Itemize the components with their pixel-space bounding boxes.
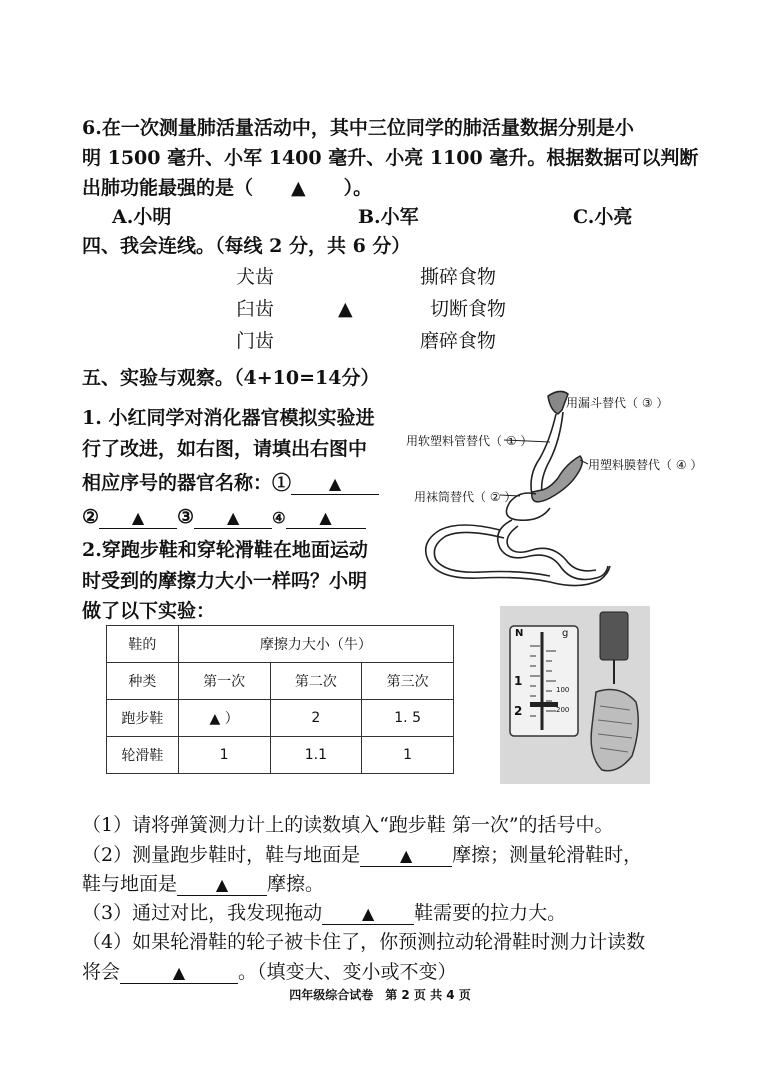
tooth-molar: 臼齿: [236, 298, 275, 320]
table-col-2: 第二次: [270, 663, 362, 700]
cell-roller-3: 1: [362, 737, 454, 774]
table-col-3: 第三次: [362, 663, 454, 700]
subq-3a: （3）通过对比，我发现拖动: [82, 902, 323, 924]
subq-4b: 将会: [82, 961, 121, 983]
blank-organ-3[interactable]: [194, 506, 272, 529]
stomach-shape: [532, 456, 582, 502]
scale-tick-100: 100: [556, 686, 570, 694]
q6-line3: 出肺功能最强的是（ ▲ ）。: [82, 177, 373, 199]
answer-marker: ▲: [338, 298, 353, 320]
scale-unit-g: g: [562, 628, 569, 639]
answer-marker: ▲: [172, 963, 186, 982]
function-cut: 切断食物: [430, 298, 507, 320]
table-header-friction: 摩擦力大小（牛）: [178, 626, 453, 663]
label-sock: 用袜筒替代（ ② ）: [414, 490, 517, 504]
table-header-kind-b: 种类: [107, 663, 179, 700]
label-tube: 用软塑料管替代（ ① ）: [406, 434, 533, 448]
funnel-shape: [548, 391, 568, 414]
subq-4-line2: [82, 957, 457, 987]
q2-line1: 2.穿跑步鞋和穿轮滑鞋在地面运动: [82, 539, 368, 561]
section5-title: 五、实验与观察。（4+10=14分）: [82, 367, 380, 389]
label-funnel: 用漏斗替代（ ③ ）: [566, 396, 669, 410]
table-row: [107, 700, 454, 737]
answer-marker: ▲: [131, 508, 145, 527]
subq-1: （1）请将弹簧测力计上的读数填入“跑步鞋 第一次”的括号中。: [82, 814, 614, 836]
blank-prediction[interactable]: [120, 961, 238, 984]
blank-organ-2[interactable]: [99, 506, 177, 529]
subq-4-line1: （4）如果轮滑鞋的轮子被卡住了，你预测拉动轮滑鞋时测力计读数: [82, 931, 646, 953]
blank-friction-roller[interactable]: [177, 873, 267, 896]
blank-organ-4[interactable]: [286, 506, 366, 529]
subq-2d: 摩擦。: [267, 873, 325, 895]
scale-tick-200: 200: [556, 706, 570, 714]
answer-marker: ▲: [361, 904, 375, 923]
q1-line1: 1. 小红同学对消化器官模拟实验进: [82, 407, 375, 429]
answer-marker: ▲: [399, 846, 413, 865]
answer-marker: ▲: [319, 508, 332, 527]
row-name-roller: 轮滑鞋: [107, 737, 179, 774]
function-tear: 撕碎食物: [420, 266, 497, 288]
subq-3b: 鞋需要的拉力大。: [414, 902, 567, 924]
subq-3: [82, 898, 566, 928]
cell-roller-1: 1: [178, 737, 270, 774]
blank-shoe-type[interactable]: [322, 902, 414, 925]
tooth-canine: 犬齿: [236, 266, 275, 288]
q1-line2: 行了改进，如右图，请填出右图中: [82, 438, 368, 460]
function-grind: 磨碎食物: [420, 330, 497, 352]
section4-title: 四、我会连线。（每线 2 分，共 6 分）: [82, 235, 411, 257]
blank-organ-1[interactable]: [291, 472, 379, 495]
answer-marker: ▲: [215, 875, 229, 894]
q6-option-b: B.小军: [358, 206, 419, 228]
q6-option-c: C.小亮: [573, 206, 633, 228]
answer-marker: ▲: [328, 474, 342, 493]
scale-tick-2: 2: [514, 704, 523, 718]
cell-running-3: 1. 5: [362, 700, 454, 737]
q1-line3-prefix: 相应序号的器官名称：①: [82, 472, 292, 494]
table-row: [107, 737, 454, 774]
q2-line3: 做了以下实验：: [82, 600, 216, 622]
answer-marker: ▲: [226, 508, 240, 527]
scale-unit-n: N: [515, 628, 524, 639]
subq-2c: 鞋与地面是: [82, 873, 178, 895]
q6-line2: 明 1500 毫升、小军 1400 毫升、小亮 1100 毫升。根据数据可以判断: [82, 147, 699, 169]
cell-running-2: 2: [270, 700, 362, 737]
q2-line2: 时受到的摩擦力大小一样吗？小明: [82, 570, 368, 592]
q1-num2: ②: [82, 506, 100, 528]
row-name-running: 跑步鞋: [107, 700, 179, 737]
blank-friction-running[interactable]: [360, 844, 452, 867]
subq-4c: 。（填变大、变小或不变）: [238, 961, 457, 983]
q1-line3: [82, 468, 379, 498]
subq-2a: （2）测量跑步鞋时，鞋与地面是: [82, 844, 361, 866]
subq-2-line2: [82, 869, 324, 899]
cell-running-1[interactable]: ▲ ）: [178, 700, 270, 737]
label-film: 用塑料膜替代（ ④ ）: [588, 458, 703, 472]
subq-2b: 摩擦；测量轮滑鞋时，: [452, 844, 643, 866]
q1-num4: ④: [272, 509, 286, 527]
page-footer: 四年级综合试卷 第 2 页 共 4 页: [289, 988, 471, 1002]
subq-2-line1: [82, 840, 642, 870]
q6-line1: 6.在一次测量肺活量活动中，其中三位同学的肺活量数据分别是小: [82, 117, 634, 139]
scale-tick-1: 1: [514, 674, 523, 688]
q1-num3: ③: [177, 506, 195, 528]
friction-table: [106, 625, 454, 774]
tooth-incisor: 门齿: [236, 330, 275, 352]
q6-option-a: A.小明: [112, 206, 172, 228]
table-header-kind-a: 鞋的: [107, 626, 179, 663]
q1-line4: [82, 502, 366, 533]
cell-roller-2: 1.1: [270, 737, 362, 774]
table-col-1: 第一次: [178, 663, 270, 700]
spring-scale-photo: [500, 606, 650, 784]
